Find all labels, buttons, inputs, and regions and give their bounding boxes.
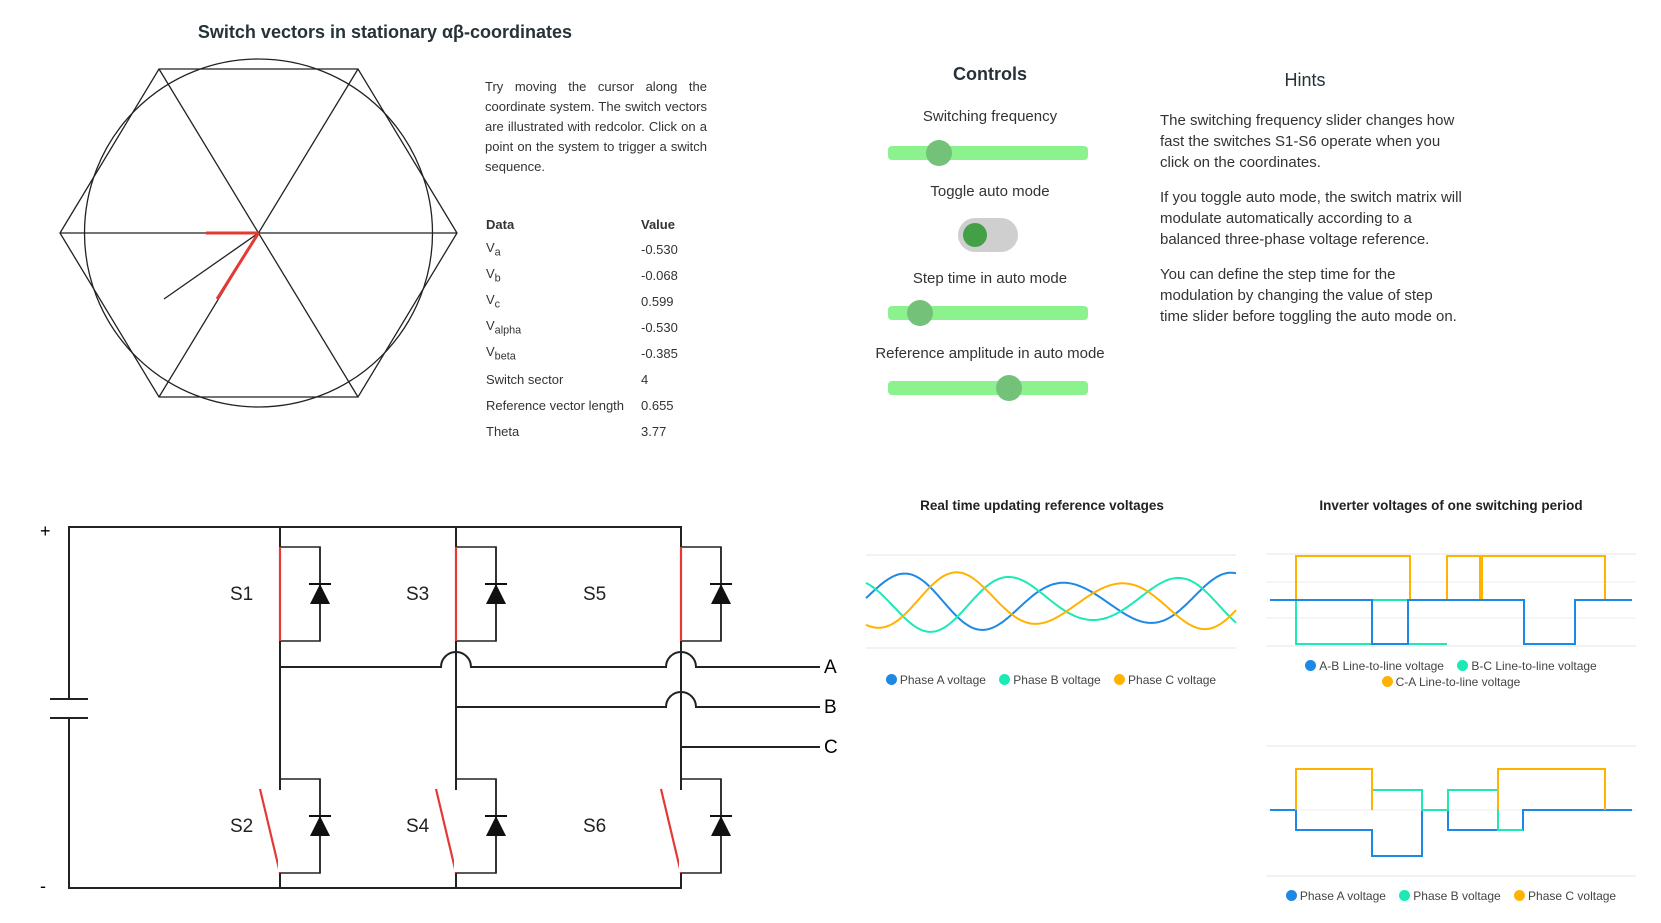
table-row: $V_c$ 0.599 xyxy=(486,291,674,311)
switch-label-s5: S5 xyxy=(583,584,607,605)
dc-plus-label: + xyxy=(40,521,51,541)
legend-bc[interactable]: B-C Line-to-line voltage xyxy=(1457,659,1596,673)
diode-icon xyxy=(710,547,732,641)
vector-description: Try moving the cursor along the coordinate system. The switch vectors are illustrated with redcolor. Click on a point on the system to trigger a switch sequence. xyxy=(485,79,707,174)
output-c-label: C xyxy=(824,737,838,758)
diode-icon xyxy=(710,779,732,873)
slider-handle[interactable] xyxy=(907,300,933,326)
slider-handle[interactable] xyxy=(926,140,952,166)
switch-s6 xyxy=(661,789,681,873)
line-voltage-legend xyxy=(1262,658,1640,690)
auto-mode-label: Toggle auto mode xyxy=(930,183,1050,200)
table-row: $V_a$ -0.530 xyxy=(486,239,678,259)
b-c-line-voltage xyxy=(1296,556,1605,600)
header-data: Data xyxy=(486,216,515,232)
toggle-knob xyxy=(963,223,987,247)
table-row: Switch sector 4 xyxy=(486,371,649,387)
switch-label-s2: S2 xyxy=(230,816,254,837)
switching-frequency-slider[interactable] xyxy=(888,146,1088,160)
diode-icon xyxy=(485,779,507,873)
phase-a-voltage xyxy=(1270,810,1632,856)
legend-phase-a[interactable]: Phase A voltage xyxy=(1286,889,1386,903)
switch-label-s3: S3 xyxy=(406,584,430,605)
phase-voltage-chart xyxy=(1262,740,1640,882)
step-time-slider[interactable] xyxy=(888,306,1088,320)
switching-frequency-label: Switching frequency xyxy=(922,108,1058,125)
alpha-beta-plot[interactable] xyxy=(52,62,472,422)
reference-amplitude-slider[interactable] xyxy=(888,381,1088,395)
switch-label-s4: S4 xyxy=(406,816,430,837)
hint-paragraph: If you toggle auto mode, the switch matrix will modulate automatically according to a balanced three-phase voltage reference. xyxy=(1160,189,1462,248)
switch-label-s1: S1 xyxy=(230,584,254,605)
reference-voltage-chart xyxy=(862,548,1240,660)
header-value: Value xyxy=(641,216,675,232)
hints-title: Hints xyxy=(1284,70,1326,90)
switch-label-s6: S6 xyxy=(583,816,607,837)
reference-vector xyxy=(164,233,259,299)
output-line-b xyxy=(456,692,820,707)
hints-text xyxy=(1160,110,1465,341)
value-table xyxy=(486,212,678,444)
diode-icon xyxy=(485,547,507,641)
diode-icon xyxy=(309,547,331,641)
legend-ca[interactable]: C-A Line-to-line voltage xyxy=(1382,675,1521,689)
active-vector-2 xyxy=(217,233,259,299)
reference-chart-title: Real time updating reference voltages xyxy=(920,498,1164,513)
controls-title: Controls xyxy=(953,64,1027,84)
output-line-a xyxy=(280,652,820,667)
legend-ab[interactable]: A-B Line-to-line voltage xyxy=(1305,659,1444,673)
legend-phase-c[interactable]: Phase C voltage xyxy=(1114,673,1216,687)
switch-s2 xyxy=(260,789,280,873)
table-row: Theta 3.77 xyxy=(486,423,667,439)
step-time-label: Step time in auto mode xyxy=(912,270,1068,287)
table-row: $V_b$ -0.068 xyxy=(486,265,678,285)
output-a-label: A xyxy=(824,657,837,678)
reference-amplitude-label: Reference amplitude in auto mode xyxy=(875,345,1105,362)
inverter-circuit xyxy=(30,500,838,900)
dc-minus-label: - xyxy=(40,876,46,896)
legend-phase-c[interactable]: Phase C voltage xyxy=(1514,889,1616,903)
diode-icon xyxy=(309,779,331,873)
table-row: $V_{beta}$ -0.385 xyxy=(486,343,678,363)
switch-s4 xyxy=(436,789,456,873)
hint-paragraph: The switching frequency slider changes how fast the switches S1-S6 operate when you click on the coordinates. xyxy=(1160,112,1455,171)
a-b-line-voltage xyxy=(1270,600,1447,644)
line-to-line-voltage-chart xyxy=(1262,548,1640,650)
reference-chart-legend xyxy=(862,673,1240,687)
vector-panel-title: Switch vectors in stationary αβ-coordinates xyxy=(197,22,573,42)
inverter-chart-title: Inverter voltages of one switching period xyxy=(1319,498,1583,513)
c-a-line-voltage xyxy=(1270,600,1632,644)
table-row: Reference vector length 0.655 xyxy=(486,397,674,413)
hint-paragraph: You can define the step time for the modulation by changing the value of step time slider before toggling the auto mode on. xyxy=(1160,266,1457,325)
auto-mode-toggle[interactable] xyxy=(958,218,1018,252)
legend-phase-a[interactable]: Phase A voltage xyxy=(886,673,986,687)
table-row: $V_{alpha}$ -0.530 xyxy=(486,317,678,337)
legend-phase-b[interactable]: Phase B voltage xyxy=(1399,889,1500,903)
slider-handle[interactable] xyxy=(996,375,1022,401)
output-b-label: B xyxy=(824,697,837,718)
phase-voltage-legend xyxy=(1262,889,1640,903)
legend-phase-b[interactable]: Phase B voltage xyxy=(999,673,1100,687)
